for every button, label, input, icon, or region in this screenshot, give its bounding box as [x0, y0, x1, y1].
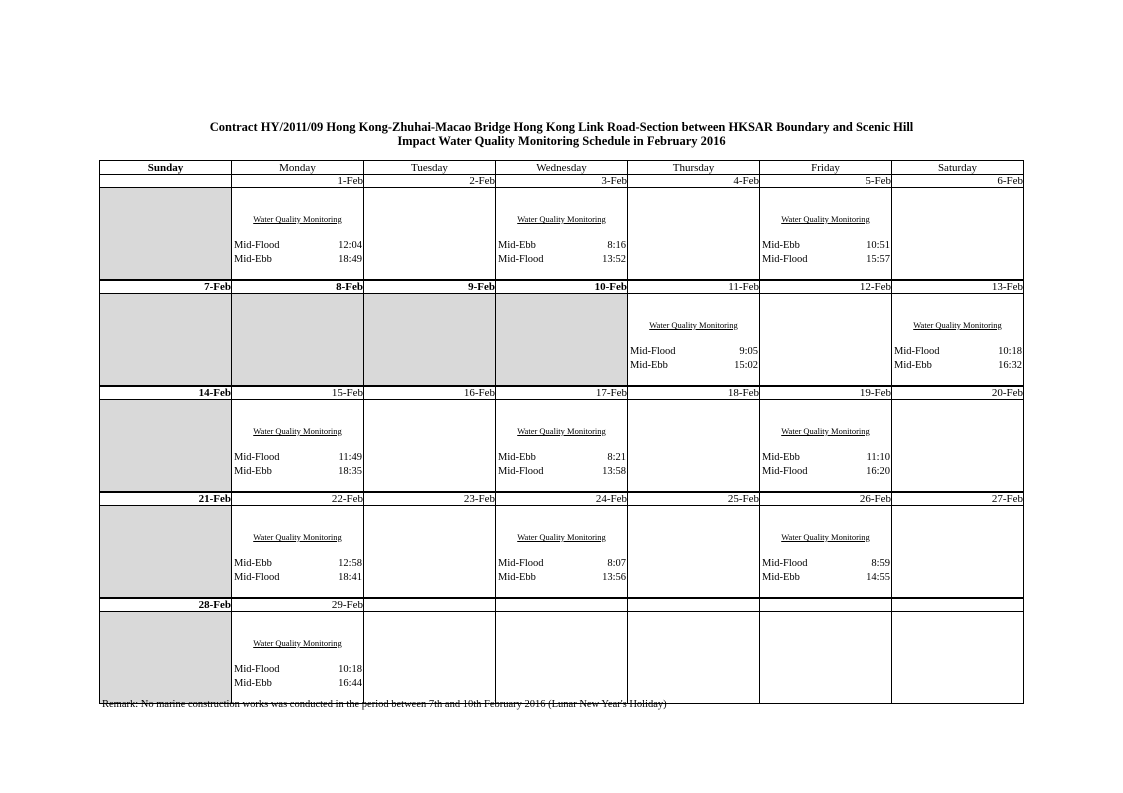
- date-label: 11-Feb: [628, 280, 760, 294]
- date-label: 5-Feb: [760, 175, 892, 188]
- date-row: [100, 175, 1024, 188]
- weekday-header: Friday: [760, 161, 892, 175]
- schedule-subtitle: Impact Water Quality Monitoring Schedule in February 2016: [397, 134, 726, 148]
- date-label: 14-Feb: [100, 386, 232, 400]
- date-label: 19-Feb: [760, 386, 892, 400]
- date-label: 9-Feb: [364, 280, 496, 294]
- tide-name: Mid-Ebb: [762, 452, 800, 463]
- tide-entry: [762, 558, 890, 569]
- date-label: 26-Feb: [760, 492, 892, 506]
- day-cell: [760, 612, 892, 704]
- tide-name: Mid-Ebb: [234, 678, 272, 689]
- date-row: [100, 280, 1024, 294]
- tide-entry: [762, 240, 890, 251]
- day-cell: [760, 188, 892, 281]
- tide-entry: [498, 572, 626, 583]
- date-label: [496, 598, 628, 612]
- day-cell: [496, 188, 628, 281]
- tide-entry: [234, 572, 362, 583]
- date-label: 28-Feb: [100, 598, 232, 612]
- date-label: 3-Feb: [496, 175, 628, 188]
- monitoring-label: Water Quality Monitoring: [253, 532, 342, 542]
- tide-name: Mid-Flood: [498, 466, 544, 477]
- date-label: 18-Feb: [628, 386, 760, 400]
- weekday-header: Saturday: [892, 161, 1024, 175]
- monitoring-label: Water Quality Monitoring: [649, 320, 738, 330]
- tide-time: 13:58: [602, 466, 626, 477]
- tide-time: 13:56: [602, 572, 626, 583]
- tide-entry: [234, 254, 362, 265]
- date-label: [100, 175, 232, 188]
- tide-entry: [234, 240, 362, 251]
- tide-name: Mid-Ebb: [762, 240, 800, 251]
- tide-time: 8:16: [607, 240, 626, 251]
- tide-name: Mid-Flood: [234, 240, 280, 251]
- date-label: [628, 598, 760, 612]
- monitoring-label: Water Quality Monitoring: [781, 426, 870, 436]
- weekday-header: Tuesday: [364, 161, 496, 175]
- date-label: 7-Feb: [100, 280, 232, 294]
- tide-entry: [894, 346, 1022, 357]
- weekday-header: Thursday: [628, 161, 760, 175]
- date-row: [100, 598, 1024, 612]
- tide-name: Mid-Flood: [762, 466, 808, 477]
- day-cell: [100, 400, 232, 493]
- tide-name: Mid-Ebb: [894, 360, 932, 371]
- date-label: 22-Feb: [232, 492, 364, 506]
- tide-entry: [498, 558, 626, 569]
- tide-time: 16:32: [998, 360, 1022, 371]
- date-label: [760, 598, 892, 612]
- day-cell: [760, 400, 892, 493]
- tide-name: Mid-Ebb: [234, 254, 272, 265]
- tide-entry: [234, 452, 362, 463]
- day-cell: [364, 612, 496, 704]
- tide-entry: [234, 664, 362, 675]
- tide-time: 15:02: [734, 360, 758, 371]
- date-label: 27-Feb: [892, 492, 1024, 506]
- date-label: 20-Feb: [892, 386, 1024, 400]
- tide-name: Mid-Flood: [234, 452, 280, 463]
- monitoring-label: Water Quality Monitoring: [253, 214, 342, 224]
- date-label: 6-Feb: [892, 175, 1024, 188]
- tide-name: Mid-Ebb: [498, 240, 536, 251]
- day-cell: [628, 400, 760, 493]
- date-label: 25-Feb: [628, 492, 760, 506]
- tide-name: Mid-Flood: [498, 254, 544, 265]
- day-cell: [232, 506, 364, 599]
- monitoring-label: Water Quality Monitoring: [781, 214, 870, 224]
- tide-time: 16:44: [338, 678, 362, 689]
- schedule-title: Contract HY/2011/09 Hong Kong-Zhuhai-Macao Bridge Hong Kong Link Road-Section between HKSAR Boundary and Scenic Hill: [209, 120, 914, 134]
- tide-name: Mid-Flood: [762, 254, 808, 265]
- tide-name: Mid-Ebb: [234, 466, 272, 477]
- date-label: 17-Feb: [496, 386, 628, 400]
- date-label: 23-Feb: [364, 492, 496, 506]
- tide-name: Mid-Flood: [234, 572, 280, 583]
- day-cell: [232, 188, 364, 281]
- tide-time: 10:18: [338, 664, 362, 675]
- weekday-header: Monday: [232, 161, 364, 175]
- date-label: 12-Feb: [760, 280, 892, 294]
- tide-time: 8:59: [871, 558, 890, 569]
- day-cell: [496, 612, 628, 704]
- monitoring-label: Water Quality Monitoring: [517, 426, 606, 436]
- tide-time: 8:07: [607, 558, 626, 569]
- day-cell: [496, 506, 628, 599]
- tide-time: 18:49: [338, 254, 362, 265]
- day-cell: [496, 294, 628, 387]
- day-cell: [100, 506, 232, 599]
- date-label: 29-Feb: [232, 598, 364, 612]
- day-cell: [364, 400, 496, 493]
- day-cell: [628, 188, 760, 281]
- date-label: 4-Feb: [628, 175, 760, 188]
- weekday-header-row: [100, 161, 1024, 175]
- date-row: [100, 492, 1024, 506]
- tide-name: Mid-Flood: [498, 558, 544, 569]
- tide-time: 18:35: [338, 466, 362, 477]
- tide-name: Mid-Ebb: [234, 558, 272, 569]
- content-row: [100, 506, 1024, 599]
- date-label: 24-Feb: [496, 492, 628, 506]
- monitoring-label: Water Quality Monitoring: [517, 532, 606, 542]
- tide-entry: [498, 452, 626, 463]
- monitoring-label: Water Quality Monitoring: [913, 320, 1002, 330]
- tide-name: Mid-Ebb: [630, 360, 668, 371]
- tide-entry: [630, 360, 758, 371]
- tide-entry: [234, 558, 362, 569]
- day-cell: [232, 400, 364, 493]
- tide-name: Mid-Flood: [762, 558, 808, 569]
- tide-time: 12:04: [338, 240, 362, 251]
- tide-time: 11:49: [338, 452, 362, 463]
- tide-time: 9:05: [739, 346, 758, 357]
- tide-time: 11:10: [866, 452, 890, 463]
- day-cell: [100, 188, 232, 281]
- day-cell: [892, 188, 1024, 281]
- tide-time: 12:58: [338, 558, 362, 569]
- tide-entry: [762, 466, 890, 477]
- tide-time: 13:52: [602, 254, 626, 265]
- day-cell: [100, 294, 232, 387]
- tide-entry: [234, 678, 362, 689]
- calendar-table: [99, 160, 1024, 704]
- day-cell: [760, 294, 892, 387]
- tide-entry: [234, 466, 362, 477]
- day-cell: [364, 506, 496, 599]
- day-cell: [496, 400, 628, 493]
- day-cell: [232, 294, 364, 387]
- day-cell: [364, 294, 496, 387]
- date-label: 8-Feb: [232, 280, 364, 294]
- day-cell: [760, 506, 892, 599]
- day-cell: [892, 400, 1024, 493]
- content-row: [100, 612, 1024, 704]
- day-cell: [100, 612, 232, 704]
- day-cell: [892, 612, 1024, 704]
- tide-name: Mid-Flood: [894, 346, 940, 357]
- date-row: [100, 386, 1024, 400]
- date-label: 16-Feb: [364, 386, 496, 400]
- tide-time: 8:21: [607, 452, 626, 463]
- monitoring-label: Water Quality Monitoring: [781, 532, 870, 542]
- date-label: 15-Feb: [232, 386, 364, 400]
- content-row: [100, 294, 1024, 387]
- day-cell: [892, 294, 1024, 387]
- tide-time: 10:51: [866, 240, 890, 251]
- tide-entry: [498, 254, 626, 265]
- tide-name: Mid-Ebb: [498, 452, 536, 463]
- date-label: 21-Feb: [100, 492, 232, 506]
- tide-entry: [498, 466, 626, 477]
- content-row: [100, 400, 1024, 493]
- weekday-header: Wednesday: [496, 161, 628, 175]
- weekday-header: Sunday: [100, 161, 232, 175]
- tide-entry: [762, 572, 890, 583]
- day-cell: [892, 506, 1024, 599]
- monitoring-label: Water Quality Monitoring: [253, 426, 342, 436]
- tide-name: Mid-Flood: [234, 664, 280, 675]
- date-label: 10-Feb: [496, 280, 628, 294]
- date-label: [364, 598, 496, 612]
- tide-time: 18:41: [338, 572, 362, 583]
- tide-time: 10:18: [998, 346, 1022, 357]
- tide-entry: [630, 346, 758, 357]
- date-label: [892, 598, 1024, 612]
- monitoring-label: Water Quality Monitoring: [253, 638, 342, 648]
- tide-name: Mid-Flood: [630, 346, 676, 357]
- date-label: 1-Feb: [232, 175, 364, 188]
- tide-time: 16:20: [866, 466, 890, 477]
- tide-name: Mid-Ebb: [498, 572, 536, 583]
- content-row: [100, 188, 1024, 281]
- day-cell: [628, 506, 760, 599]
- tide-entry: [894, 360, 1022, 371]
- tide-entry: [762, 452, 890, 463]
- tide-entry: [762, 254, 890, 265]
- tide-time: 14:55: [866, 572, 890, 583]
- tide-entry: [498, 240, 626, 251]
- day-cell: [364, 188, 496, 281]
- monitoring-label: Water Quality Monitoring: [517, 214, 606, 224]
- date-label: 2-Feb: [364, 175, 496, 188]
- day-cell: [232, 612, 364, 704]
- tide-name: Mid-Ebb: [762, 572, 800, 583]
- day-cell: [628, 612, 760, 704]
- tide-time: 15:57: [866, 254, 890, 265]
- remark-note: Remark: No marine construction works was conducted in the period between 7th and 10th February 2016 (Lunar New Year's Holiday): [102, 699, 667, 710]
- date-label: 13-Feb: [892, 280, 1024, 294]
- day-cell: [628, 294, 760, 387]
